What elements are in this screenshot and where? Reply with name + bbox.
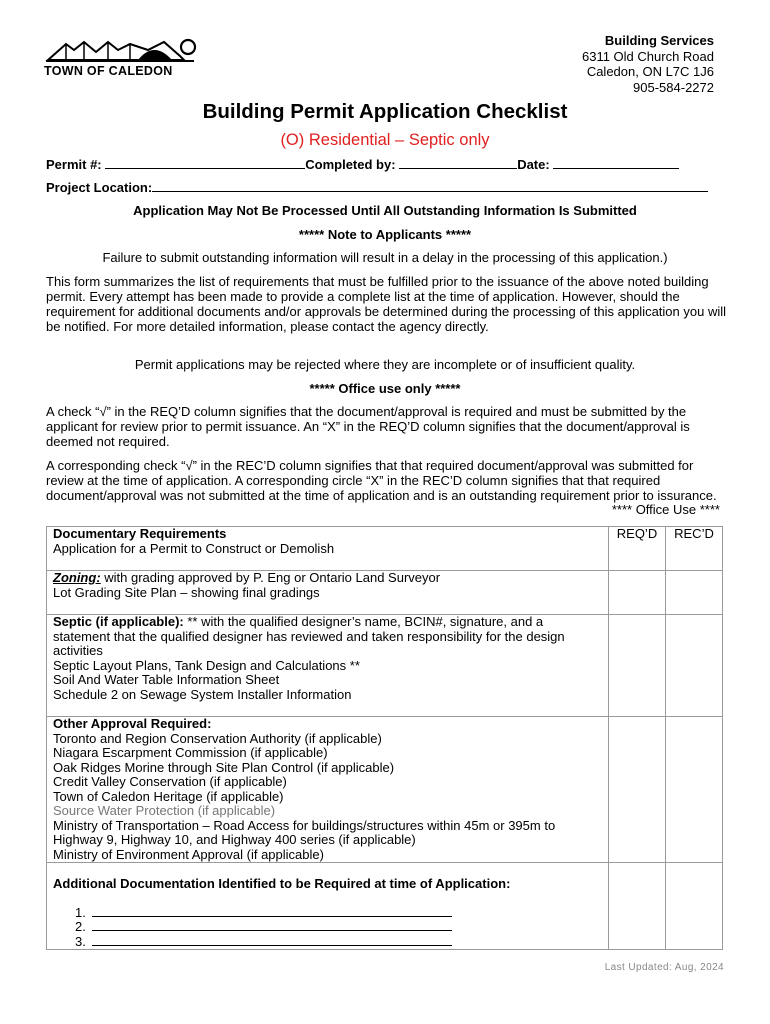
soil-item: Soil And Water Table Information Sheet	[53, 672, 280, 687]
req-cell[interactable]	[609, 527, 666, 571]
table-cell	[47, 571, 609, 615]
logo-text: TOWN OF CALEDON	[44, 64, 173, 78]
zoning-label: Zoning:	[53, 570, 101, 585]
permit-number-field[interactable]	[105, 157, 305, 169]
rec-cell[interactable]	[666, 571, 723, 615]
permit-fields-row	[46, 157, 679, 172]
other-approval-item: Town of Caledon Heritage (if applicable)	[53, 788, 284, 804]
other-approval-item: Toronto and Region Conservation Authority (if applicable)	[53, 730, 382, 746]
additional-line-2[interactable]	[53, 920, 602, 935]
septic-text: ** with the qualified designer’s name, BCIN#, signature, and a statement that the qualified designer has reviewed and taken responsibility for the design activities	[53, 614, 565, 658]
zoning-text: with grading approved by P. Eng or Ontario Land Surveyor	[100, 570, 441, 585]
req-cell[interactable]	[609, 863, 666, 950]
blank-line	[92, 906, 452, 917]
additional-line-3[interactable]	[53, 935, 602, 950]
project-location-field[interactable]	[152, 180, 708, 192]
moe-item: Ministry of Environment Approval (if applicable)	[53, 846, 324, 862]
project-location-row	[46, 180, 708, 195]
office-address	[582, 33, 714, 95]
septic-layout-item: Septic Layout Plans, Tank Design and Calculations **	[53, 657, 360, 673]
failure-notice: Failure to submit outstanding information will result in a delay in the processing of this application.)	[102, 250, 668, 265]
rec-cell[interactable]	[666, 717, 723, 863]
rec-cell[interactable]	[666, 615, 723, 717]
date-label: Date:	[517, 157, 550, 172]
blank-line	[92, 920, 452, 931]
table-cell	[47, 527, 609, 571]
table-cell	[47, 863, 609, 950]
department-name: Building Services	[604, 33, 714, 48]
septic-label: Septic (if applicable):	[53, 614, 184, 629]
completed-by-field[interactable]	[399, 157, 517, 169]
req-cell[interactable]	[609, 717, 666, 863]
zoning-item	[53, 571, 602, 586]
completed-by-label: Completed by:	[305, 157, 396, 172]
phone-number: 905-584-2272	[633, 79, 714, 95]
other-approval-item: Credit Valley Conservation (if applicable)	[53, 774, 287, 789]
schedule2-item: Schedule 2 on Sewage System Installer Information	[53, 686, 352, 702]
requirements-table	[46, 526, 723, 950]
date-field[interactable]	[553, 157, 679, 169]
req-cell[interactable]	[609, 615, 666, 717]
additional-doc-heading: Additional Documentation Identified to be Required at time of Application:	[53, 876, 511, 891]
office-use-heading: ***** Office use only *****	[309, 381, 461, 396]
rejected-notice: Permit applications may be rejected where they are incomplete or of insufficient quality.	[134, 357, 636, 372]
line-number: 1.	[75, 904, 86, 920]
summary-paragraph: This form summarizes the list of requirements that must be fulfilled prior to the issuance of the above noted building permit. Every attempt has been made to provide a complete list at the time of application. However, should the requirement for additional documents and/or approvals be determined during the processing of this application you will be notified. For more detailed information, please contact the agency directly.	[46, 274, 727, 334]
permit-label: Permit #:	[46, 157, 102, 172]
street-address: 6311 Old Church Road	[581, 48, 714, 64]
table-row	[47, 571, 723, 615]
page-subtitle: (O) Residential – Septic only	[280, 131, 490, 149]
check-rec-paragraph: A corresponding check “√” in the REC’D column signifies that that required document/approval was submitted for review at the time of application. A corresponding circle “X” in the REC’D column signifies that that required document/approval was not submitted at the time of application and is an outstanding requirement prior to issurance.	[46, 458, 717, 503]
table-row	[47, 863, 723, 950]
last-updated: Last Updated: Aug, 2024	[604, 962, 724, 973]
additional-line-1[interactable]	[53, 906, 602, 921]
office-use-label: **** Office Use ****	[611, 502, 720, 517]
table-row	[47, 717, 723, 863]
rec-column-header: REC’D	[674, 526, 714, 541]
source-water-item: Source Water Protection (if applicable)	[53, 803, 276, 818]
req-column-header: REQ’D	[616, 526, 658, 541]
table-cell	[47, 615, 609, 717]
mto-item: Ministry of Transportation – Road Access for buildings/structures within 45m or 395m to Highway 9, Highway 10, and Highway 400 series (if applicable)	[53, 817, 556, 847]
rec-cell[interactable]	[666, 527, 723, 571]
other-approval-item: Oak Ridges Morine through Site Plan Control (if applicable)	[53, 759, 395, 775]
rec-cell[interactable]	[666, 863, 723, 950]
septic-item	[53, 615, 602, 659]
table-cell	[47, 717, 609, 863]
app-permit-item: Application for a Permit to Construct or Demolish	[53, 540, 335, 556]
page-title: Building Permit Application Checklist	[202, 100, 568, 123]
note-heading: ***** Note to Applicants *****	[298, 227, 472, 242]
other-approval-heading: Other Approval Required:	[53, 716, 212, 731]
blank-line	[92, 935, 452, 946]
city-address: Caledon, ON L7C 1J6	[586, 64, 714, 79]
check-req-paragraph: A check “√” in the REQ’D column signifies that the document/approval is required and must be submitted by the applicant for review prior to permit issuance. An “X” in the REQ’D column signifies that the document/approval is deemed not required.	[46, 404, 690, 449]
doc-requirements-heading: Documentary Requirements	[53, 526, 227, 541]
warning-notice: Application May Not Be Processed Until All Outstanding Information Is Submitted	[133, 203, 637, 218]
line-number: 2.	[75, 919, 86, 934]
lot-grading-item: Lot Grading Site Plan – showing final gradings	[53, 584, 320, 600]
req-cell[interactable]	[609, 571, 666, 615]
table-row	[47, 615, 723, 717]
table-row	[47, 527, 723, 571]
project-location-label: Project Location:	[46, 180, 153, 195]
line-number: 3.	[75, 933, 86, 949]
other-approval-item: Niagara Escarpment Commission (if applicable)	[53, 745, 328, 760]
